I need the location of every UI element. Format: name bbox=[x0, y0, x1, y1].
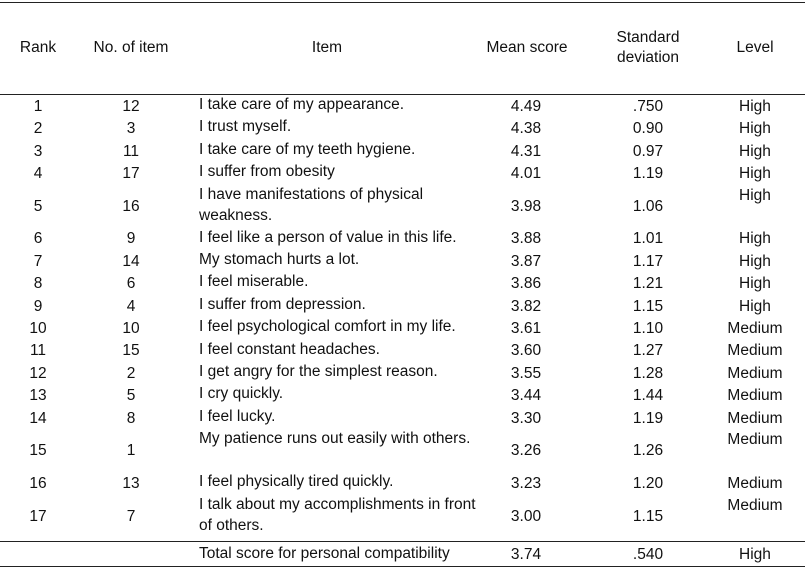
rank-cell: 5 bbox=[33, 197, 43, 215]
total-sd: .540 bbox=[632, 546, 664, 563]
sd-cell: 1.17 bbox=[632, 252, 664, 270]
mean-cell: 3.26 bbox=[510, 442, 542, 460]
item-number-cell: 6 bbox=[126, 275, 136, 293]
rank-cell: 14 bbox=[29, 409, 47, 427]
mean-cell: 3.60 bbox=[510, 342, 542, 360]
item-cell: I feel psychological comfort in my life. bbox=[199, 318, 456, 336]
level-cell: Medium bbox=[727, 342, 783, 360]
item-cell: I feel physically tired quickly. bbox=[199, 473, 394, 491]
item-number-cell: 1 bbox=[126, 442, 136, 460]
item-cell: I feel constant headaches. bbox=[199, 340, 380, 358]
level-cell: Medium bbox=[727, 319, 783, 337]
mean-cell: 3.82 bbox=[510, 297, 542, 315]
level-cell: Medium bbox=[727, 409, 783, 427]
level-cell: High bbox=[739, 142, 771, 160]
header-item: Item bbox=[311, 39, 343, 56]
item-cell: I feel lucky. bbox=[199, 407, 276, 425]
sd-cell: 1.44 bbox=[632, 387, 664, 405]
sd-cell: 1.19 bbox=[632, 409, 664, 427]
item-number-cell: 9 bbox=[126, 230, 136, 248]
level-cell: Medium bbox=[727, 431, 783, 449]
item-cell: I suffer from depression. bbox=[199, 295, 366, 313]
header-rank: Rank bbox=[19, 39, 57, 56]
sd-cell: 1.19 bbox=[632, 164, 664, 182]
header-level: Level bbox=[736, 39, 774, 56]
mean-cell: 4.38 bbox=[510, 120, 542, 138]
mean-cell: 3.87 bbox=[510, 252, 542, 270]
sd-cell: 0.97 bbox=[632, 142, 664, 160]
header-mean-score: Mean score bbox=[486, 39, 568, 56]
level-cell: High bbox=[739, 252, 771, 270]
sd-cell: 1.06 bbox=[632, 197, 664, 215]
level-cell: High bbox=[739, 230, 771, 248]
level-cell: High bbox=[739, 275, 771, 293]
sd-cell: 1.15 bbox=[632, 297, 664, 315]
item-cell: I talk about my accomplishments in front of others. bbox=[199, 495, 476, 534]
item-cell: I feel miserable. bbox=[199, 273, 309, 291]
rank-cell: 6 bbox=[33, 230, 43, 248]
mean-cell: 3.88 bbox=[510, 230, 542, 248]
total-item: Total score for personal compatibility bbox=[199, 545, 450, 562]
header-no-of-item: No. of item bbox=[93, 39, 169, 56]
mean-cell: 3.44 bbox=[510, 387, 542, 405]
item-cell: My stomach hurts a lot. bbox=[199, 251, 360, 268]
item-cell: I cry quickly. bbox=[199, 385, 284, 403]
level-cell: High bbox=[739, 97, 771, 115]
item-number-cell: 8 bbox=[126, 409, 136, 427]
mean-cell: 4.31 bbox=[510, 142, 542, 160]
mean-cell: 4.01 bbox=[510, 164, 542, 182]
item-cell: I suffer from obesity bbox=[199, 163, 335, 181]
sd-cell: .750 bbox=[632, 97, 664, 115]
item-number-cell: 3 bbox=[126, 120, 136, 138]
header-standard-deviation bbox=[595, 28, 701, 68]
rank-cell: 7 bbox=[33, 252, 43, 270]
level-cell: High bbox=[739, 120, 771, 138]
item-number-cell: 14 bbox=[122, 252, 140, 270]
item-number-cell: 5 bbox=[126, 387, 136, 405]
mean-cell: 3.23 bbox=[510, 474, 542, 492]
mean-cell: 3.98 bbox=[510, 197, 542, 215]
rank-cell: 9 bbox=[33, 297, 43, 315]
rank-cell: 11 bbox=[29, 342, 47, 360]
item-number-cell: 16 bbox=[122, 197, 140, 215]
mean-cell: 3.61 bbox=[510, 319, 542, 337]
sd-cell: 1.10 bbox=[632, 319, 664, 337]
item-number-cell: 2 bbox=[126, 364, 136, 382]
header-sd-line2: deviation bbox=[616, 49, 680, 66]
total-mean: 3.74 bbox=[510, 546, 542, 563]
item-cell: I take care of my appearance. bbox=[199, 96, 405, 113]
sd-cell: 1.21 bbox=[632, 275, 664, 293]
sd-cell: 1.27 bbox=[632, 342, 664, 360]
sd-cell: 1.01 bbox=[632, 230, 664, 248]
sd-cell: 1.15 bbox=[632, 507, 664, 525]
sd-cell: 1.28 bbox=[632, 364, 664, 382]
item-number-cell: 4 bbox=[126, 297, 136, 315]
table-bottom-rule bbox=[0, 566, 805, 567]
item-number-cell: 7 bbox=[126, 507, 136, 525]
rank-cell: 2 bbox=[33, 120, 43, 138]
item-cell: I feel like a person of value in this life. bbox=[199, 228, 457, 246]
level-cell: Medium bbox=[727, 364, 783, 382]
sd-cell: 0.90 bbox=[632, 120, 664, 138]
rank-cell: 3 bbox=[33, 142, 43, 160]
rank-cell: 16 bbox=[29, 474, 47, 492]
table-top-rule bbox=[0, 2, 805, 3]
total-level: High bbox=[739, 546, 771, 563]
total-top-rule bbox=[0, 541, 805, 542]
item-number-cell: 13 bbox=[122, 474, 140, 492]
level-cell: Medium bbox=[727, 474, 783, 492]
item-number-cell: 10 bbox=[122, 319, 140, 337]
level-cell: Medium bbox=[727, 496, 783, 514]
rank-cell: 10 bbox=[29, 319, 47, 337]
mean-cell: 3.55 bbox=[510, 364, 542, 382]
item-cell: I trust myself. bbox=[199, 118, 292, 136]
sd-cell: 1.26 bbox=[632, 442, 664, 460]
level-cell: High bbox=[739, 297, 771, 315]
sd-cell: 1.20 bbox=[632, 474, 664, 492]
rank-cell: 4 bbox=[33, 164, 43, 182]
rank-cell: 15 bbox=[29, 442, 47, 460]
item-number-cell: 11 bbox=[122, 142, 140, 160]
item-number-cell: 15 bbox=[122, 342, 140, 360]
rank-cell: 8 bbox=[33, 275, 43, 293]
item-number-cell: 17 bbox=[122, 164, 140, 182]
mean-cell: 3.86 bbox=[510, 275, 542, 293]
item-cell: I take care of my teeth hygiene. bbox=[199, 140, 416, 158]
level-cell: Medium bbox=[727, 387, 783, 405]
item-cell: I have manifestations of physical weakness. bbox=[199, 185, 424, 224]
rank-cell: 17 bbox=[29, 507, 47, 525]
header-sd-line1: Standard bbox=[616, 29, 680, 46]
level-cell: High bbox=[739, 186, 771, 204]
level-cell: High bbox=[739, 164, 771, 182]
item-cell: My patience runs out easily with others. bbox=[199, 430, 471, 448]
rank-cell: 1 bbox=[33, 97, 43, 115]
rank-cell: 13 bbox=[29, 387, 47, 405]
item-number-cell: 12 bbox=[122, 97, 140, 115]
rank-cell: 12 bbox=[29, 364, 47, 382]
mean-cell: 4.49 bbox=[510, 97, 542, 115]
mean-cell: 3.30 bbox=[510, 409, 542, 427]
item-cell: I get angry for the simplest reason. bbox=[199, 363, 438, 380]
mean-cell: 3.00 bbox=[510, 507, 542, 525]
